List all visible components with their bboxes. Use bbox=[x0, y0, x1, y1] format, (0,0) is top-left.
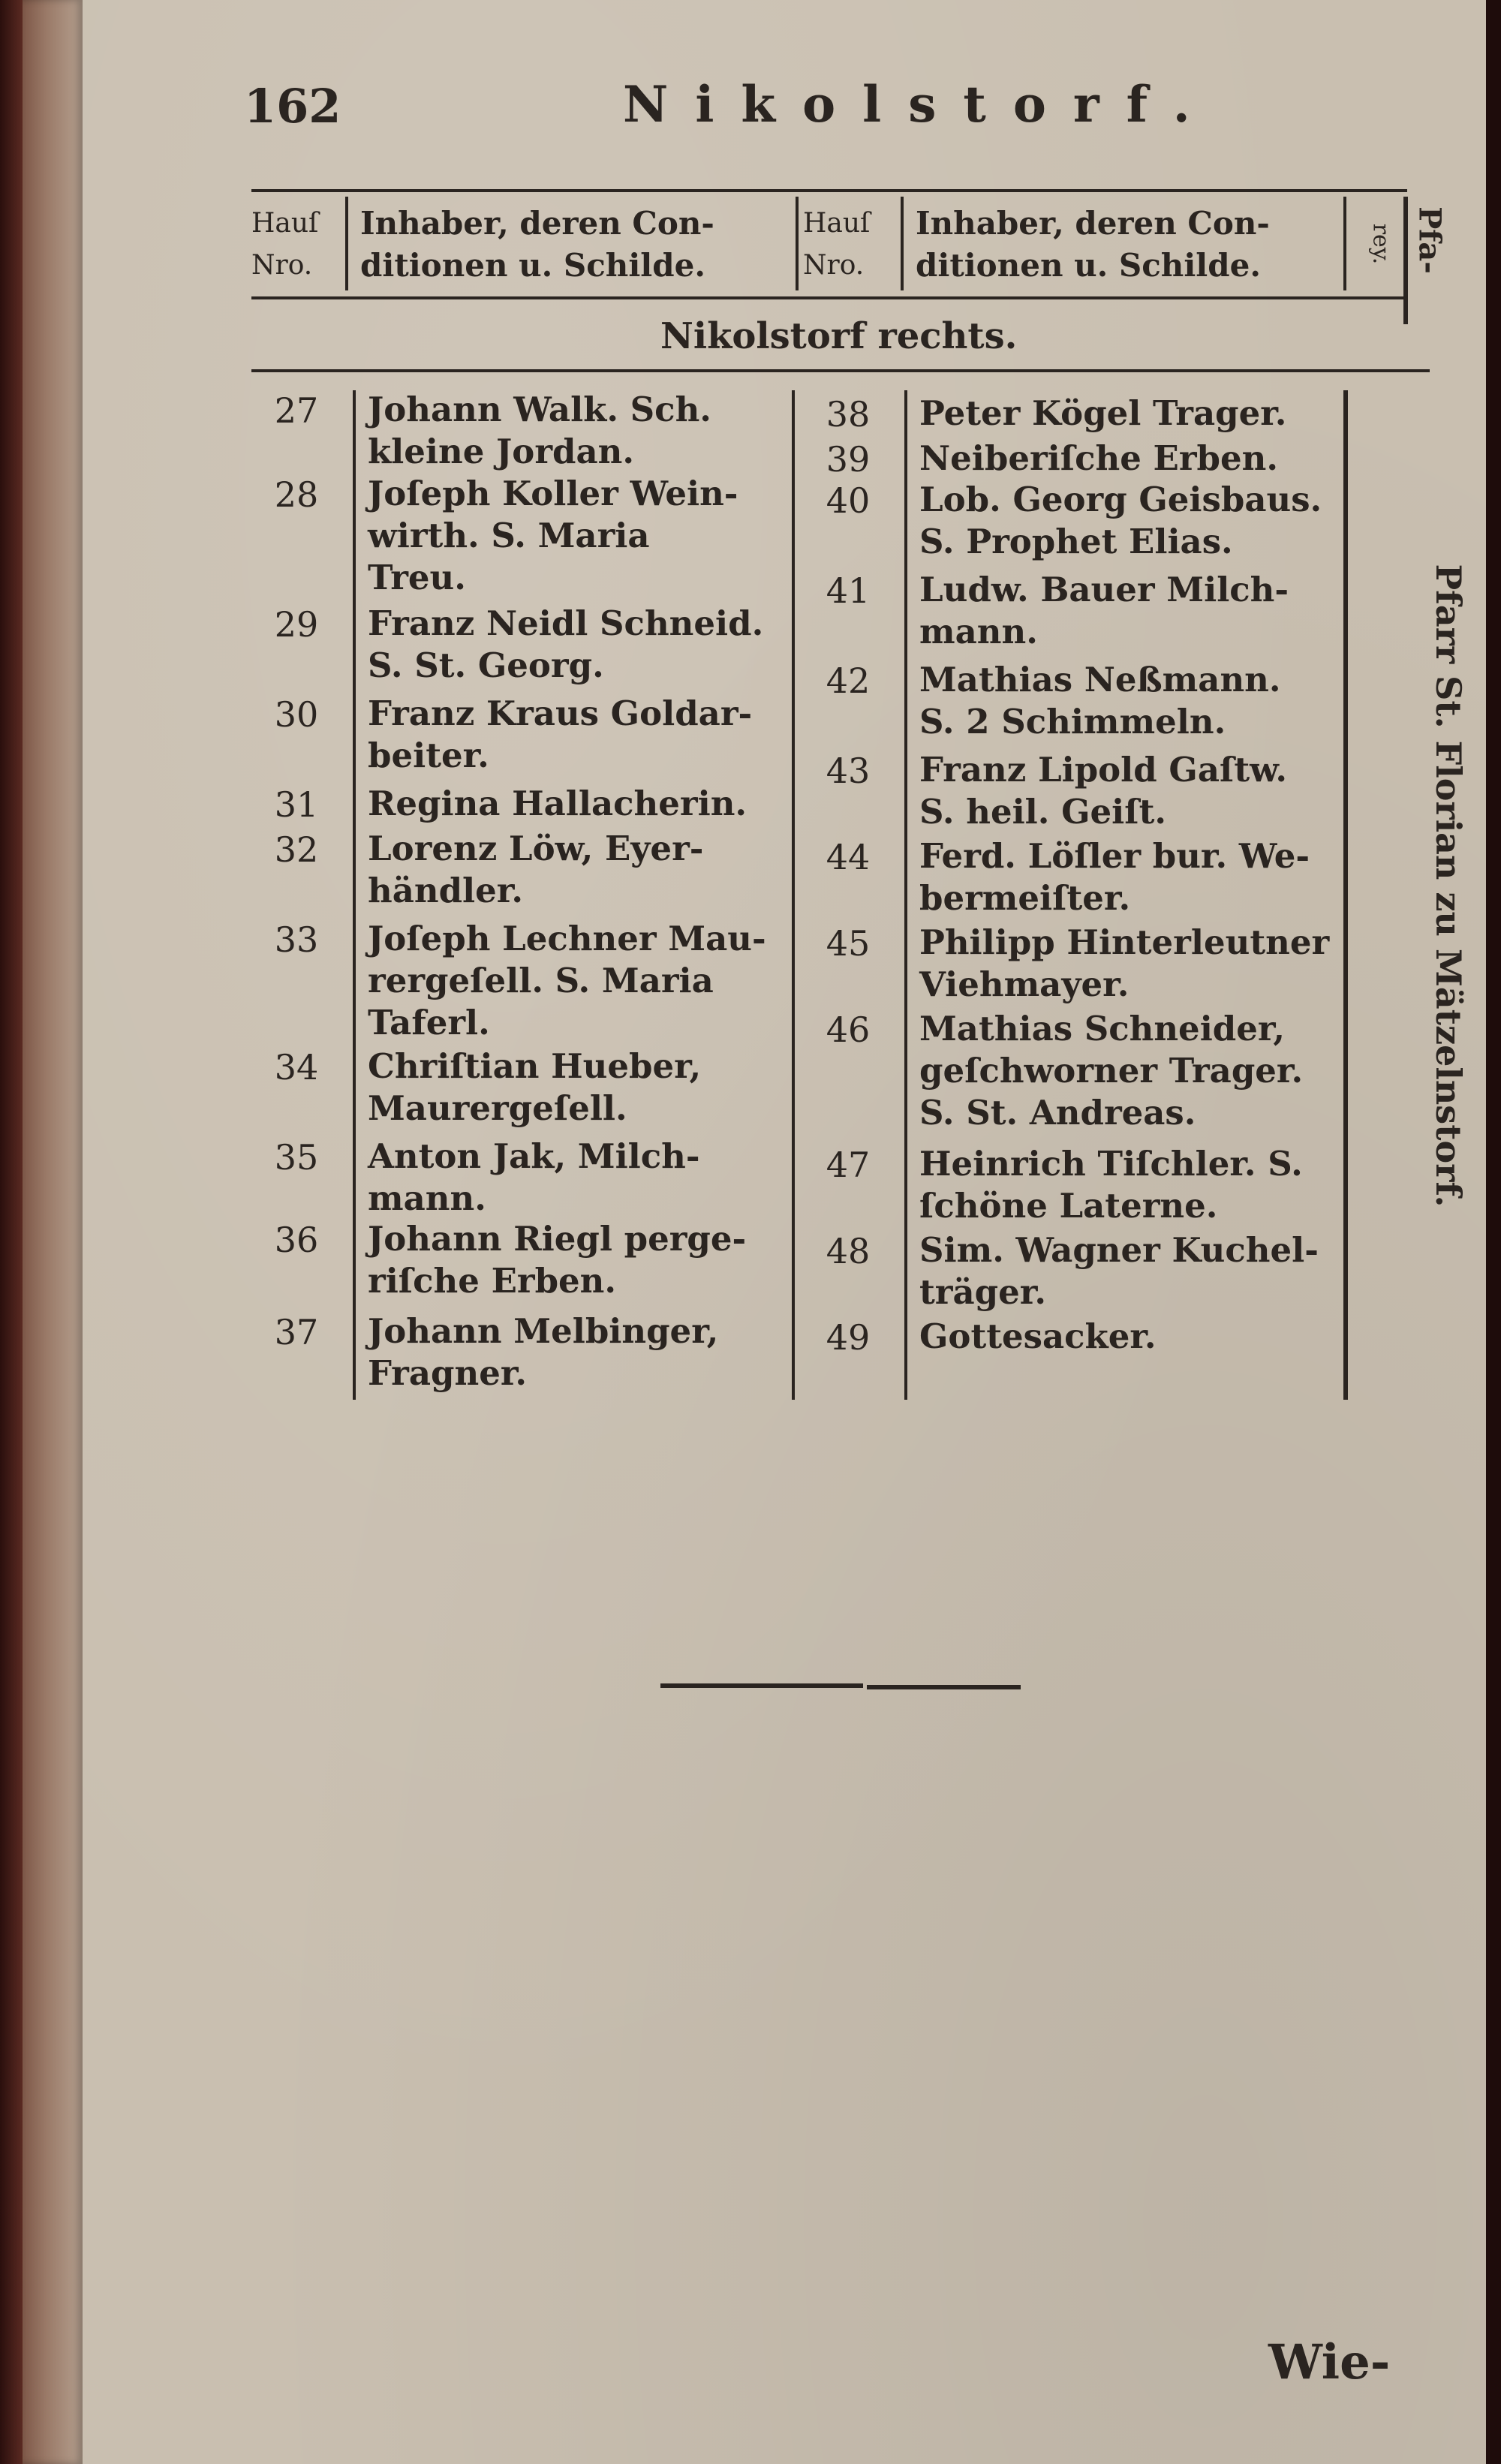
catchword: Wie- bbox=[1268, 2334, 1391, 2390]
parish-vertical-label: Pfarr St. Florian zu Mätzelnstorf. bbox=[1428, 564, 1469, 1208]
owner-entry: Joſeph Koller Wein- wirth. S. Maria Treu. bbox=[368, 474, 738, 597]
owner-entry: Mathias Neßmann. S. 2 Schimmeln. bbox=[919, 660, 1281, 742]
owner-entry: Ludw. Bauer Milch- mann. bbox=[919, 570, 1289, 651]
section-title: Nikolstorf rechts. bbox=[660, 315, 1018, 357]
house-number: 40 bbox=[826, 480, 871, 521]
owner-entry: Regina Hallacherin. bbox=[368, 784, 747, 823]
header-divider-2 bbox=[796, 197, 799, 290]
section-rule bbox=[251, 369, 1430, 372]
house-number: 46 bbox=[826, 1009, 871, 1050]
owner-entry: Johann Melbinger, Fragner. bbox=[368, 1311, 719, 1393]
owner-entry: Franz Kraus Goldar- beiter. bbox=[368, 693, 753, 775]
owner-entry: Mathias Schneider, geſchworner Trager. S. St. Andreas. bbox=[919, 1009, 1304, 1133]
house-number: 48 bbox=[826, 1231, 871, 1271]
owner-entry: Franz Lipold Gaſtw. S. heil. Geiſt. bbox=[919, 750, 1288, 832]
owner-entry: Philipp Hinterleutner Viehmayer. bbox=[919, 922, 1330, 1004]
body-divider-left-num bbox=[353, 390, 356, 1400]
header-top-rule bbox=[251, 189, 1407, 192]
page-gutter bbox=[23, 0, 83, 2464]
house-number: 35 bbox=[274, 1137, 319, 1178]
owner-entry: Lorenz Löw, Eyer- händler. bbox=[368, 829, 704, 910]
header-parish: Pfa- bbox=[1412, 206, 1448, 274]
house-number: 43 bbox=[826, 751, 871, 791]
house-number: 37 bbox=[274, 1312, 319, 1352]
house-number: 49 bbox=[826, 1317, 871, 1358]
end-ornament-rule-left bbox=[660, 1683, 863, 1688]
owner-entry: Johann Walk. Sch. kleine Jordan. bbox=[368, 390, 711, 471]
house-number: 29 bbox=[274, 604, 319, 645]
house-number: 31 bbox=[274, 784, 319, 825]
house-number: 42 bbox=[826, 660, 871, 701]
owner-entry: Franz Neidl Schneid. S. St. Georg. bbox=[368, 603, 764, 685]
owner-entry: Sim. Wagner Kuchel- träger. bbox=[919, 1230, 1319, 1312]
house-number: 30 bbox=[274, 694, 319, 735]
header-divider-1 bbox=[345, 197, 348, 290]
house-number: 34 bbox=[274, 1047, 319, 1088]
owner-entry: Heinrich Tiſchler. S. ſchöne Laterne. bbox=[919, 1144, 1303, 1226]
owner-entry: Lob. Georg Geisbaus. S. Prophet Elias. bbox=[919, 480, 1322, 561]
header-bottom-rule bbox=[251, 296, 1407, 299]
house-number: 41 bbox=[826, 570, 871, 611]
house-number: 32 bbox=[274, 829, 319, 870]
header-parish-small: rey. bbox=[1367, 223, 1394, 265]
house-number: 33 bbox=[274, 919, 319, 960]
page-title: Nikolstorf. bbox=[623, 75, 1217, 134]
owner-entry: Gottesacker. bbox=[919, 1316, 1157, 1356]
house-number: 27 bbox=[274, 390, 319, 431]
body-divider-right-num bbox=[904, 390, 907, 1400]
header-house-number-2: Hauſ Nro. bbox=[803, 208, 871, 281]
owner-entry: Neiberiſche Erben. bbox=[919, 438, 1279, 478]
book-spine bbox=[0, 0, 23, 2464]
body-divider-center bbox=[792, 390, 795, 1400]
house-number: 36 bbox=[274, 1220, 319, 1260]
body-divider-right bbox=[1343, 390, 1348, 1400]
owner-entry: Peter Kögel Trager. bbox=[919, 393, 1287, 433]
header-divider-4 bbox=[1343, 197, 1346, 290]
house-number: 39 bbox=[826, 439, 871, 480]
end-ornament-rule-right bbox=[867, 1685, 1021, 1689]
owner-entry: Joſeph Lechner Mau- rergeſell. S. Maria Taferl. bbox=[368, 919, 766, 1042]
page-number: 162 bbox=[244, 79, 341, 134]
owner-entry: Ferd. Löſler bur. We- bermeiſter. bbox=[919, 836, 1310, 918]
header-owner-2: Inhaber, deren Con- ditionen u. Schilde. bbox=[916, 205, 1270, 284]
owner-entry: Johann Riegl perge- riſche Erben. bbox=[368, 1219, 747, 1301]
house-number: 47 bbox=[826, 1145, 871, 1185]
header-divider-3 bbox=[901, 197, 904, 290]
header-owner-1: Inhaber, deren Con- ditionen u. Schilde. bbox=[360, 205, 714, 284]
header-house-number-1: Hauſ Nro. bbox=[251, 208, 319, 281]
header-divider-5 bbox=[1403, 197, 1408, 324]
house-number: 28 bbox=[274, 474, 319, 515]
house-number: 38 bbox=[826, 394, 871, 435]
owner-entry: Chriſtian Hueber, Maurergeſell. bbox=[368, 1046, 702, 1128]
house-number: 44 bbox=[826, 837, 871, 877]
page-right-edge bbox=[1486, 0, 1501, 2464]
owner-entry: Anton Jak, Milch- mann. bbox=[368, 1136, 700, 1218]
house-number: 45 bbox=[826, 923, 871, 964]
